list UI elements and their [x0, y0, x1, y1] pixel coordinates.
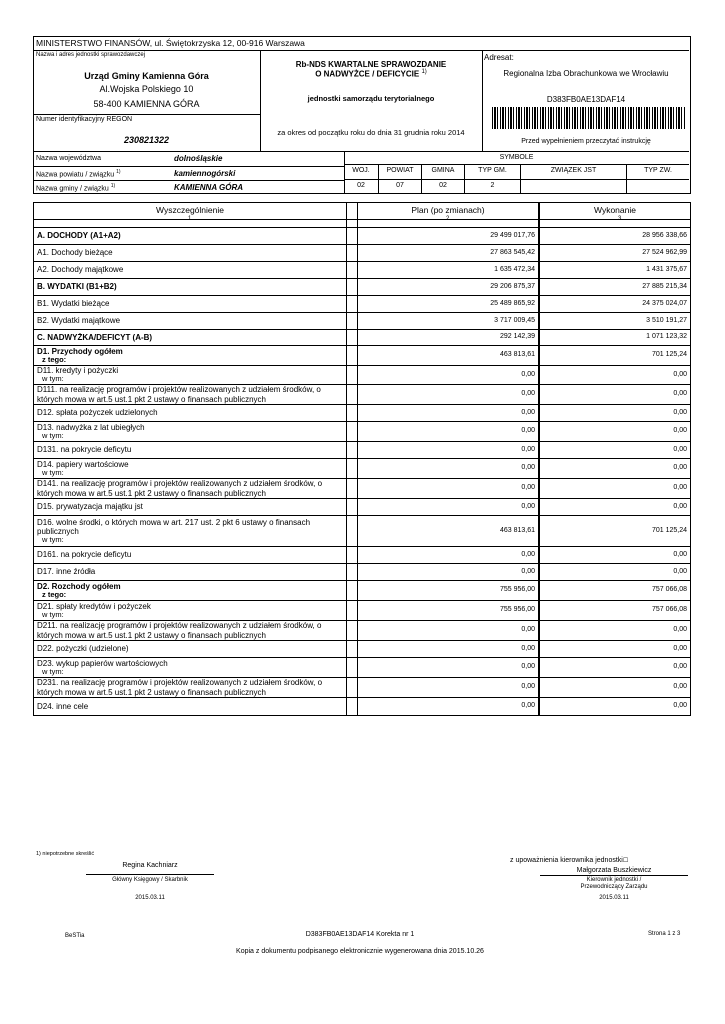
report-header [33, 36, 691, 194]
symbol-header: TYP ZW. [644, 167, 672, 174]
row-plan-value: 0,00 [358, 641, 539, 657]
row-plan-value: 3 717 009,45 [358, 313, 539, 329]
row-label: A2. Dochody majątkowe [37, 265, 124, 275]
row-description [34, 366, 346, 384]
county-value: kamiennogórski [174, 169, 236, 178]
row-plan-value: 27 863 545,42 [358, 245, 539, 261]
symbol-column [464, 164, 520, 194]
row-label: D141. na realizację programów i projektów realizowanych z udziałem środków, o których mowa w art.5 ust.1 pkt 2 ustawy o finansach publicznych [37, 479, 323, 498]
barcode-image [492, 107, 686, 129]
regon-value: 230821322 [123, 135, 170, 145]
table-row [34, 296, 690, 313]
row-label: D11. kredyty i pożyczki [37, 366, 119, 376]
authority-note: z upoważnienia kierownika jednostki☐ [510, 857, 629, 864]
row-plan-value: 0,00 [358, 479, 539, 498]
row-execution-value: 0,00 [539, 641, 690, 657]
row-label: D16. wolne środki, o których mowa w art. 217 ust. 2 pkt 6 ustawy o finansach publicznych [37, 517, 311, 536]
col-number-3: 3 [618, 216, 622, 223]
row-plan-value: 0,00 [358, 385, 539, 404]
row-execution-value: 0,00 [539, 621, 690, 640]
symbols-grid [344, 164, 689, 194]
symbol-column [520, 164, 626, 194]
symbol-value: 07 [396, 182, 404, 189]
row-plan-value: 0,00 [358, 564, 539, 580]
row-execution-value: 0,00 [539, 479, 690, 498]
footnote: 1) niepotrzebne skreślić [36, 851, 95, 857]
table-row [34, 678, 690, 698]
row-plan-value: 1 635 472,34 [358, 262, 539, 278]
col-number-1: 1 [188, 216, 192, 223]
row-execution-value: 757 066,08 [539, 601, 690, 620]
row-label: D21. spłaty kredytów i pożyczek [37, 601, 151, 611]
row-execution-value: 24 375 024,07 [539, 296, 690, 312]
row-description [34, 601, 346, 620]
row-description [34, 621, 346, 640]
table-row [34, 479, 690, 499]
unit-street: Al.Wojska Polskiego 10 [99, 84, 194, 94]
commune-label: Nazwa gminy / związku $^{1)}$ [36, 183, 116, 193]
col-number-2: 2 [446, 216, 450, 223]
col-header-plan: Plan (po zmianach) [411, 205, 485, 216]
row-execution-value: 0,00 [539, 564, 690, 580]
report-title: Rb-NDS KWARTALNE SPRAWOZDANIE O NADWYŻCE / DEFICYCIE $^{1)}$ [295, 60, 447, 79]
manager-name: Małgorzata Buszkiewicz [576, 867, 652, 874]
symbol-header: WOJ. [352, 167, 370, 174]
county-label: Nazwa powiatu / związku $^{1)}$ [36, 169, 121, 179]
row-description [34, 313, 346, 329]
doc-reference: D383FB0AE13DAF14 Korekta nr 1 [305, 931, 415, 938]
row-plan-value: 0,00 [358, 366, 539, 384]
row-label: B1. Wydatki bieżące [37, 299, 110, 309]
col-header-description: Wyszczególnienie [156, 205, 224, 216]
row-execution-value: 0,00 [539, 459, 690, 478]
symbol-header: ZWIĄZEK JST [550, 167, 597, 174]
copy-note: Kopia z dokumentu podpisanego elektronicznie wygenerowana dnia 2015.10.26 [236, 948, 484, 955]
table-row [34, 330, 690, 346]
row-plan-value: 0,00 [358, 698, 539, 715]
row-execution-value: 28 956 338,66 [539, 228, 690, 244]
row-description [34, 564, 346, 580]
row-label: C. NADWYŻKA/DEFICYT (A-B) [37, 332, 153, 342]
manager-role: Kierownik jednostki / Przewodniczący Zarządu [580, 877, 648, 890]
row-description [34, 581, 346, 600]
row-description [34, 442, 346, 458]
table-row [34, 564, 690, 581]
row-execution-value: 0,00 [539, 422, 690, 441]
symbol-column [626, 164, 689, 194]
row-plan-value: 25 489 865,92 [358, 296, 539, 312]
table-row [34, 346, 690, 366]
row-plan-value: 0,00 [358, 621, 539, 640]
row-execution-value: 0,00 [539, 499, 690, 515]
row-sublabel: z tego: [42, 354, 67, 364]
addressee-label: Adresat: [484, 53, 514, 62]
row-description [34, 459, 346, 478]
row-label: D2. Rozchody ogółem [37, 581, 121, 591]
table-row [34, 516, 690, 547]
row-label: D131. na pokrycie deficytu [37, 445, 132, 455]
table-row [34, 405, 690, 422]
row-description [34, 279, 346, 295]
report-period: za okres od początku roku do dnia 31 grudnia roku 2014 [277, 128, 465, 137]
table-row [34, 641, 690, 658]
row-description [34, 228, 346, 244]
row-description [34, 547, 346, 563]
row-label: D23. wykup papierów wartościowych [37, 658, 168, 668]
accountant-date: 2015.03.11 [135, 895, 165, 901]
row-plan-value: 0,00 [358, 547, 539, 563]
row-plan-value: 755 956,00 [358, 581, 539, 600]
row-description [34, 262, 346, 278]
table-row [34, 499, 690, 516]
row-label: A1. Dochody bieżące [37, 248, 113, 258]
row-description [34, 499, 346, 515]
row-label: D111. na realizację programów i projektów realizowanych z udziałem środków, o których mowa w art.5 ust.1 pkt 2 ustawy o finansach publicznych [37, 385, 321, 404]
row-label: D13. nadwyżka z lat ubiegłych [37, 422, 145, 432]
symbol-header: GMINA [431, 167, 455, 174]
table-row [34, 442, 690, 459]
row-plan-value: 463 813,61 [358, 516, 539, 546]
row-label: D1. Przychody ogółem [37, 346, 123, 356]
row-plan-value: 0,00 [358, 459, 539, 478]
row-plan-value: 0,00 [358, 442, 539, 458]
row-execution-value: 0,00 [539, 405, 690, 421]
row-execution-value: 27 885 215,34 [539, 279, 690, 295]
symbol-column [378, 164, 421, 194]
symbol-value: 02 [439, 182, 447, 189]
row-plan-value: 0,00 [358, 405, 539, 421]
manager-date: 2015.03.11 [599, 895, 629, 901]
row-description [34, 641, 346, 657]
row-execution-value: 0,00 [539, 658, 690, 677]
col-header-execution: Wykonanie [594, 205, 636, 216]
row-description [34, 698, 346, 715]
table-row [34, 601, 690, 621]
row-plan-value: 0,00 [358, 658, 539, 677]
row-sublabel: w tym: [42, 609, 64, 619]
row-execution-value: 1 071 123,32 [539, 330, 690, 345]
symbol-column [344, 164, 378, 194]
row-description [34, 296, 346, 312]
accountant-name: Regina Kachniarz [122, 862, 178, 869]
symbols-label: SYMBOLE [499, 154, 534, 161]
row-plan-value: 292 142,39 [358, 330, 539, 345]
page-number: Strona 1 z 3 [648, 931, 681, 937]
row-plan-value: 0,00 [358, 422, 539, 441]
table-row [34, 422, 690, 442]
table-row [34, 547, 690, 564]
commune-value: KAMIENNA GÓRA [174, 183, 244, 192]
voivodeship-value: dolnośląskie [174, 154, 223, 163]
row-description [34, 516, 346, 546]
row-label: D15. prywatyzacja majątku jst [37, 502, 143, 512]
row-label: D161. na pokrycie deficytu [37, 550, 132, 560]
table-row [34, 459, 690, 479]
row-label: D24. inne cele [37, 701, 89, 711]
table-row [34, 366, 690, 385]
table-row [34, 621, 690, 641]
instruction-note: Przed wypełnieniem przeczytać instrukcję [521, 138, 651, 145]
row-label: D17. inne źródła [37, 567, 96, 577]
row-description [34, 422, 346, 441]
row-execution-value: 701 125,24 [539, 346, 690, 365]
table-row [34, 262, 690, 279]
row-description [34, 330, 346, 345]
ministry-line: MINISTERSTWO FINANSÓW, ul. Świętokrzyska 12, 00-916 Warszawa [36, 38, 305, 48]
row-execution-value: 701 125,24 [539, 516, 690, 546]
financial-table [33, 202, 691, 716]
row-sublabel: w tym: [42, 374, 64, 384]
row-execution-value: 27 524 962,99 [539, 245, 690, 261]
symbol-header: TYP GM. [478, 167, 507, 174]
row-execution-value: 0,00 [539, 385, 690, 404]
row-execution-value: 757 066,08 [539, 581, 690, 600]
accountant-role: Główny Księgowy / Skarbnik [112, 877, 188, 883]
row-label: D22. pożyczki (udzielone) [37, 644, 129, 654]
table-row [34, 698, 690, 715]
addressee-name: Regionalna Izba Obrachunkowa we Wrocławiu [503, 69, 669, 78]
table-row [34, 658, 690, 678]
table-row [34, 279, 690, 296]
row-description [34, 405, 346, 421]
unit-city: 58-400 KAMIENNA GÓRA [93, 99, 200, 109]
regon-label: Numer identyfikacyjny REGON [36, 116, 133, 123]
row-plan-value: 29 206 875,37 [358, 279, 539, 295]
table-row [34, 313, 690, 330]
row-plan-value: 29 499 017,76 [358, 228, 539, 244]
table-row [34, 385, 690, 405]
row-label: D231. na realizację programów i projektów realizowanych z udziałem środków, o których mowa w art.5 ust.1 pkt 2 ustawy o finansach publicznych [37, 678, 323, 697]
row-execution-value: 0,00 [539, 547, 690, 563]
row-description [34, 385, 346, 404]
row-plan-value: 463 813,61 [358, 346, 539, 365]
report-subtitle: jednostki samorządu terytorialnego [307, 94, 435, 103]
row-description [34, 658, 346, 677]
table-row [34, 581, 690, 601]
row-execution-value: 0,00 [539, 442, 690, 458]
row-description [34, 678, 346, 697]
symbol-column [421, 164, 464, 194]
unit-name: Urząd Gminy Kamienna Góra [84, 71, 209, 81]
table-body [34, 228, 690, 715]
table-header-row [34, 203, 690, 223]
row-execution-value: 0,00 [539, 678, 690, 697]
row-sublabel: w tym: [42, 534, 64, 544]
row-label: A. DOCHODY (A1+A2) [37, 231, 121, 241]
row-sublabel: z tego: [42, 589, 67, 599]
table-row [34, 228, 690, 245]
row-label: D211. na realizację programów i projektów realizowanych z udziałem środków, o których mowa w art.5 ust.1 pkt 2 ustawy o finansach publicznych [37, 621, 322, 640]
symbol-header: POWIAT [386, 167, 414, 174]
row-sublabel: w tym: [42, 666, 64, 676]
unit-label: Nazwa i adres jednostki sprawozdawczej [36, 52, 146, 58]
row-description [34, 479, 346, 498]
row-plan-value: 0,00 [358, 499, 539, 515]
row-execution-value: 0,00 [539, 698, 690, 715]
row-plan-value: 0,00 [358, 678, 539, 697]
row-label: D14. papiery wartościowe [37, 459, 129, 469]
voivodeship-label: Nazwa województwa [36, 155, 101, 162]
table-row [34, 245, 690, 262]
symbol-value: 2 [490, 182, 495, 189]
row-label: B2. Wydatki majątkowe [37, 316, 121, 326]
row-execution-value: 0,00 [539, 366, 690, 384]
symbol-value: 02 [357, 182, 365, 189]
row-plan-value: 755 956,00 [358, 601, 539, 620]
row-sublabel: w tym: [42, 430, 64, 440]
row-label: B. WYDATKI (B1+B2) [37, 282, 117, 292]
row-sublabel: w tym: [42, 467, 64, 477]
software-name: BeSTia [65, 933, 85, 939]
row-execution-value: 1 431 375,67 [539, 262, 690, 278]
row-label: D12. spłata pożyczek udzielonych [37, 408, 158, 418]
row-execution-value: 3 510 191,27 [539, 313, 690, 329]
row-description [34, 346, 346, 365]
doc-code: D383FB0AE13DAF14 [546, 95, 626, 104]
row-description [34, 245, 346, 261]
